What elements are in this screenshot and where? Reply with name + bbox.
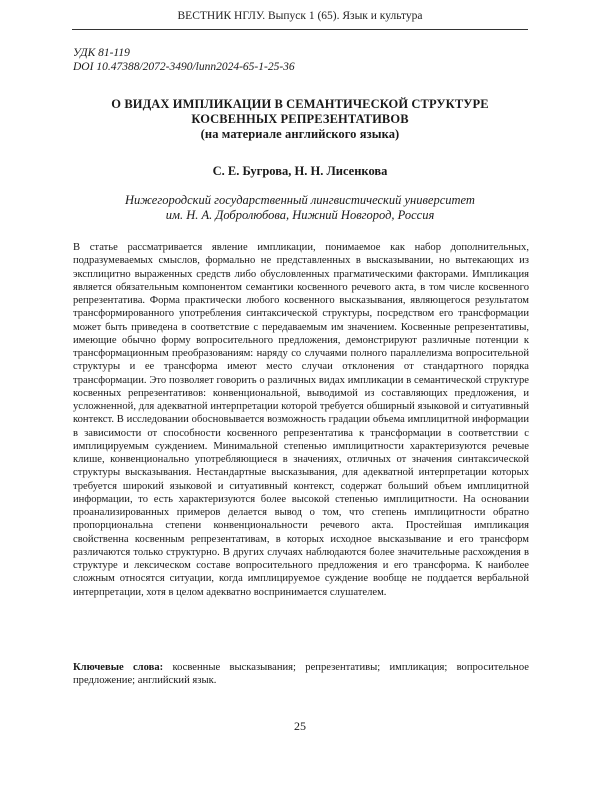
title-line-1: О ВИДАХ ИМПЛИКАЦИИ В СЕМАНТИЧЕСКОЙ СТРУКТУРЕ: [111, 97, 489, 111]
subtitle: (на материале английского языка): [200, 127, 400, 141]
affiliation-line-2: им. Н. А. Добролюбова, Нижний Новгород, Россия: [165, 208, 435, 222]
header-divider: [72, 29, 528, 30]
doi: DOI 10.47388/2072-3490/lunn2024-65-1-25-36: [73, 61, 295, 73]
article-title: [72, 97, 528, 142]
keywords-label: Ключевые слова:: [73, 662, 164, 673]
keywords-text: косвенные высказывания; репрезентативы; импликация; вопросительное предложение; английский язык.: [73, 662, 529, 687]
affiliation: [72, 193, 528, 223]
authors: С. Е. Бугрова, Н. Н. Лисенкова: [212, 164, 388, 178]
running-head: ВЕСТНИК НГЛУ. Выпуск 1 (65). Язык и культура: [177, 10, 423, 22]
page-number: 25: [294, 719, 306, 733]
udk: УДК 81-119: [73, 47, 130, 59]
keywords: [73, 661, 529, 688]
affiliation-line-1: Нижегородский государственный лингвистический университет: [125, 193, 475, 207]
abstract: В статье рассматривается явление импликации, понимаемое как набор дополнительных, подразумеваемых смыслов, формально не представленных в высказывании, но вытекающих из эксплицитно выраженных средств либо обусловленных прагматическими факторами. Импликация является обязательным компонентом семантики косвенного речевого акта, в том числе косвенного репрезентатива. Форма практически любого косвенного высказывания, являющегося результатом трансформированного употребления синтаксической структуры, посредством его трансформации может быть приведена в соответствие с передаваемым им значением. Косвенные репрезентативы, имеющие обычно форму вопросительного предложения, демонстрируют различные потенции к трансформационным преобразованиям: наряду со случаями полного параллелизма вопросительной структуры и ее трансформа имеют место случаи отклонения от стандартного порядка трансформации. Это позволяет говорить о различных видах импликации в семантической структуре косвенных репрезентативов: конвенциональной, выводимой из составляющих предложения, и усложненной, для адекватной интерпретации которой требуется обширный языковой и ситуативный контекст. В исследовании обосновывается возможность градации объема имплицитной информации в зависимости от способности косвенного репрезентатива к трансформации в соответствии с имплицируемым суждением. Минимальной степенью имплицитности характеризуются речевые клише, конвенционально употребляющиеся в значениях, отличных от значения синтаксической структуры высказывания. Нестандартные высказывания, для адекватной интерпретации которых требуется широкий языковой и ситуативный контекст, содержат больший объем имплицитной информации, то есть характеризуются более высокой степенью имплицитности. На основании проанализированных примеров делается вывод о том, что степень имплицитности обратно пропорциональна степени конвенциональности речевого акта. Простейшая импликация свойственна косвенным репрезентативам, в которых исходное высказывание и его трансформ различаются только структурно. В других случаях наблюдаются более значительные расхождения в структуре и лексическом составе вопросительного предложения и его трансформа. К наиболее сложным относятся ситуации, когда имплицируемое суждение вообще не поддается вербальной интерпретации, хотя в целом адекватно воспринимается слушателем.: [73, 242, 529, 598]
article-identifiers: [73, 46, 295, 74]
title-line-2: КОСВЕННЫХ РЕПРЕЗЕНТАТИВОВ: [191, 112, 409, 126]
